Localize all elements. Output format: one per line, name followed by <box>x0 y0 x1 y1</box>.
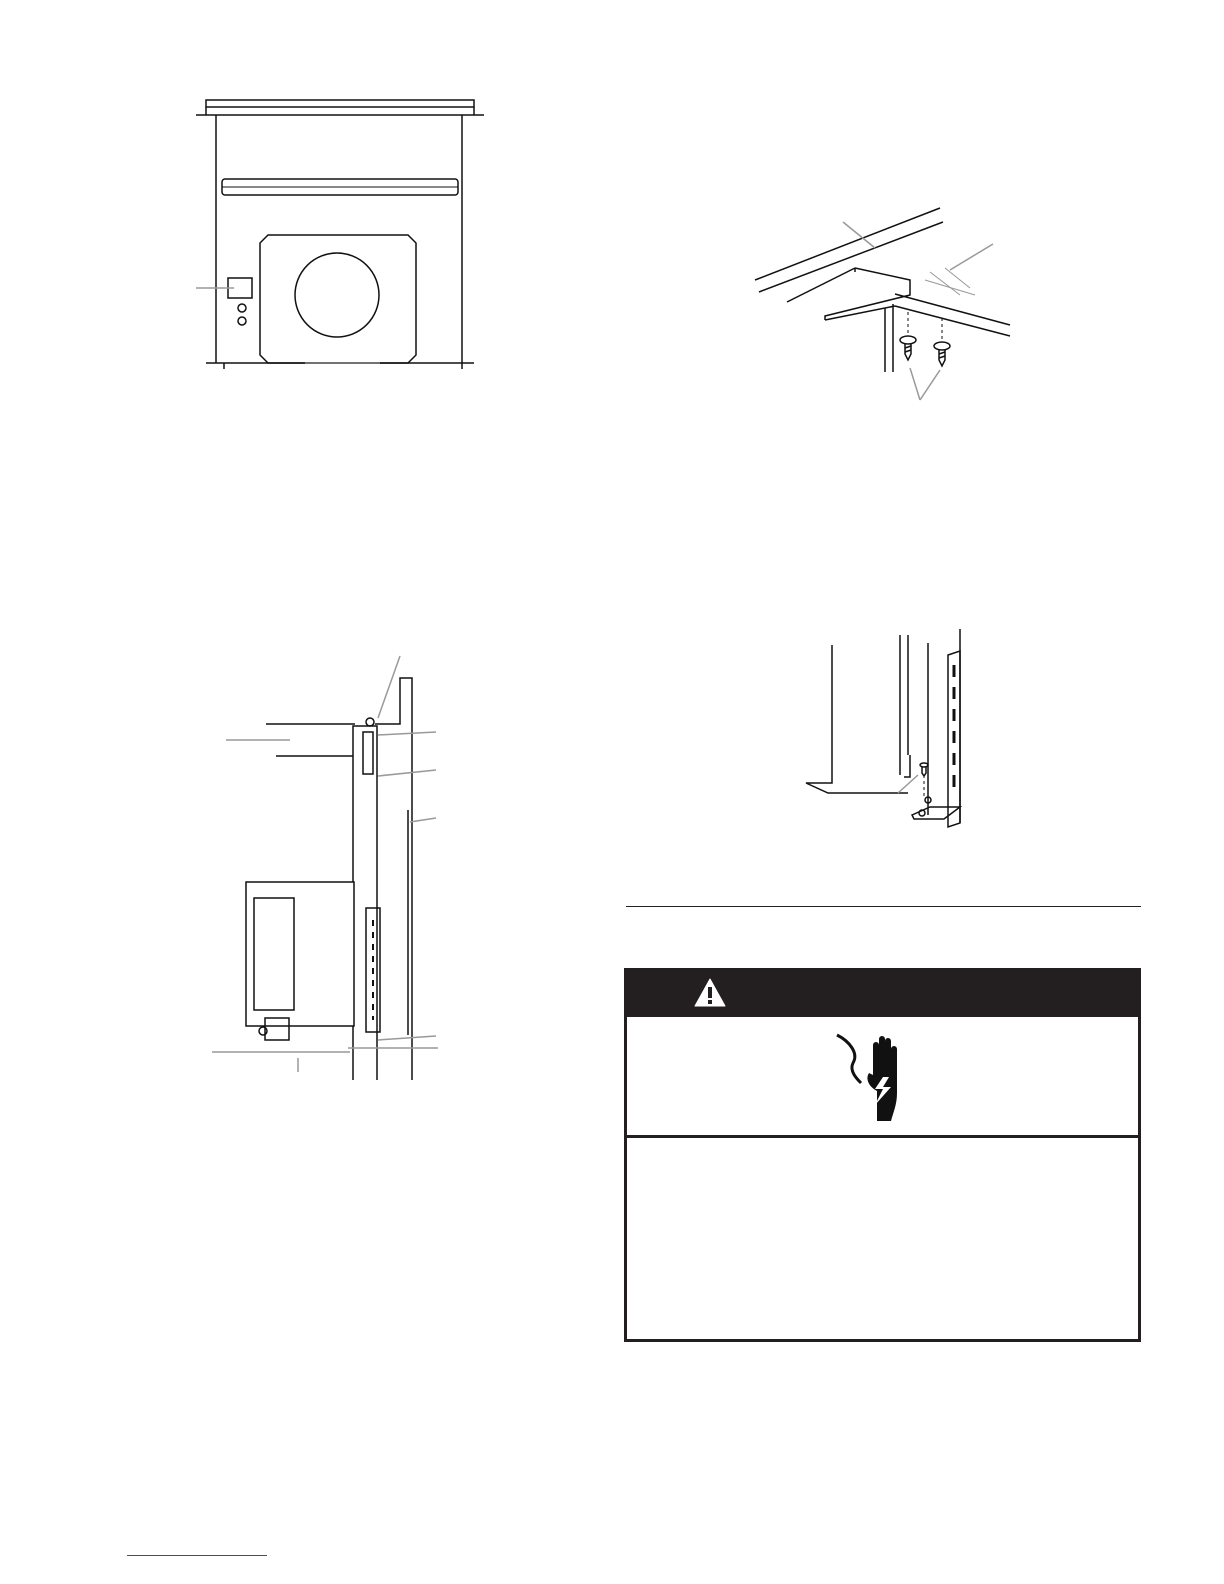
warning-body <box>627 1138 1138 1339</box>
warning-box <box>624 968 1141 1342</box>
warning-header <box>627 971 1138 1017</box>
footer-link-underline[interactable] <box>127 1555 267 1556</box>
countertop-bracket-figure <box>745 200 1025 410</box>
warning-triangle-icon <box>693 977 727 1009</box>
section-divider <box>626 906 1141 907</box>
side-view-figure <box>210 650 450 1080</box>
electrical-shock-hand-icon <box>829 1031 929 1123</box>
rear-view-figure <box>190 95 490 375</box>
warning-symbol-area <box>627 1017 1138 1138</box>
floor-bracket-figure <box>800 625 980 835</box>
